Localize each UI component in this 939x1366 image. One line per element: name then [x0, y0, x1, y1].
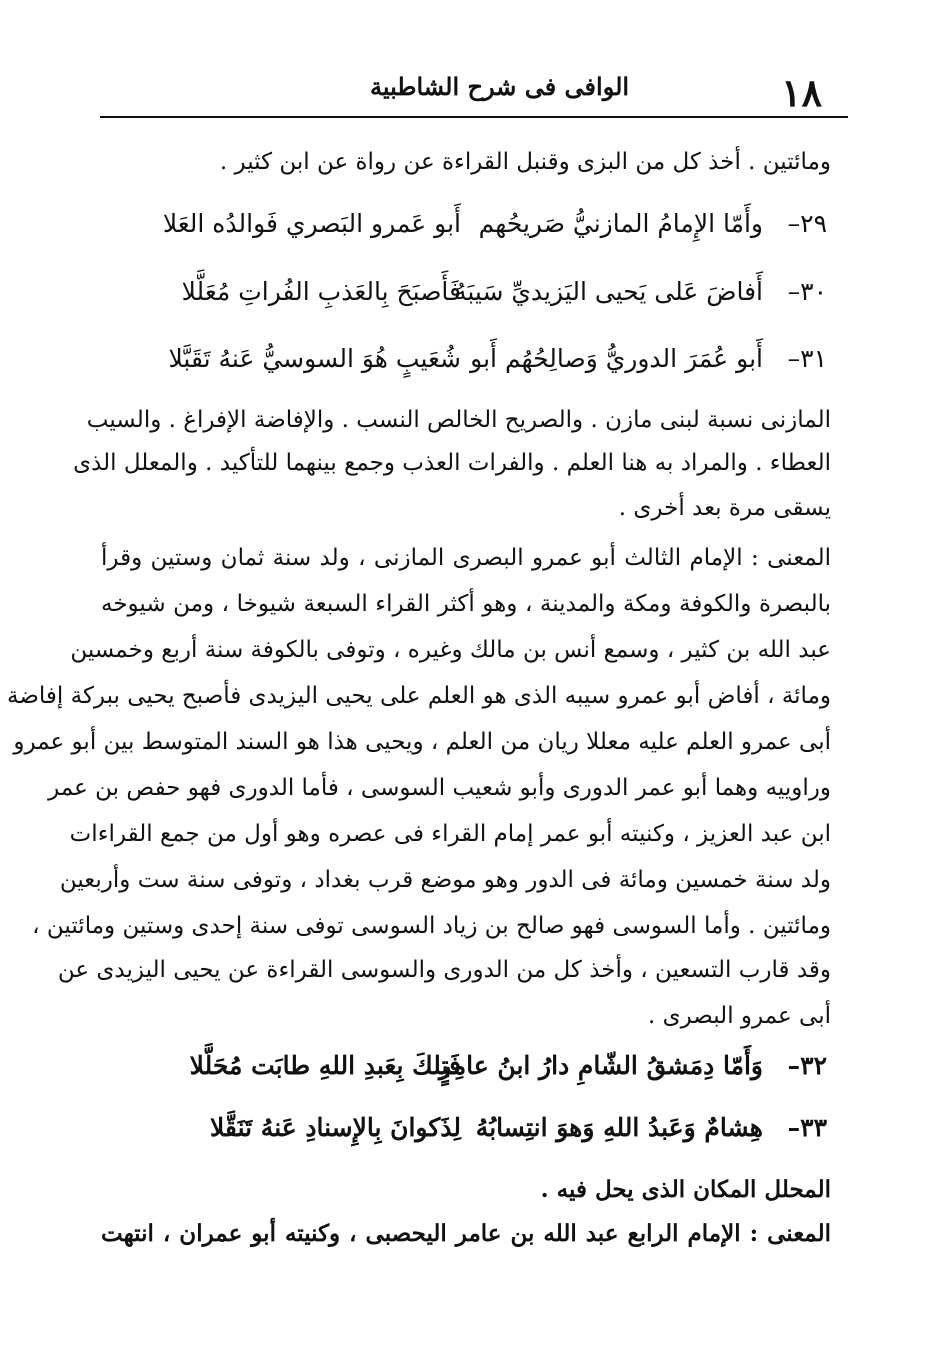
verse-second-hemistich: شُعَيبٍ هُوَ السوسيُّ عَنهُ تَقَبَّلا: [168, 344, 461, 373]
meaning-line: وقد قارب التسعين ، وأخذ كل من الدورى والسوسى القراءة عن يحيى اليزيدى عن: [57, 957, 831, 983]
meaning-line: المعنى : الإمام الثالث أبو عمرو البصرى المازنى ، ولد سنة ثمان وستين وقرأ: [101, 545, 831, 571]
verse-29: [162, 200, 827, 248]
meaning-line: ابن عبد العزيز ، وكنيته أبو عمر إمام القراء فى عصره وهو أول من جمع القراءات: [69, 821, 831, 847]
verse-second-hemistich: لِذَكوانَ بِالإِسنادِ عَنهُ تَنَقَّلا: [210, 1113, 461, 1142]
intro-line: ومائتين . أخذ كل من البزى وقنبل القراءة عن رواة عن ابن كثير .: [219, 149, 831, 175]
meaning-line: ومائة ، أفاض أبو عمرو سيبه الذى هو العلم على يحيى اليزيدى فأصبح يحيى ببركة إفاضة: [7, 683, 831, 709]
verse-number: ٢٩–: [787, 209, 827, 238]
final-line: المعنى : الإمام الرابع عبد الله بن عامر اليحصبى ، وكنيته أبو عمران ، انتهت: [101, 1220, 831, 1247]
verse-number: ٣١–: [787, 344, 827, 373]
glossary-line: المازنى نسبة لبنى مازن . والصريح الخالص النسب . والإفاضة الإفراغ . والسيب: [86, 407, 831, 433]
verse-32: [187, 1042, 827, 1090]
glossary-line: يسقى مرة بعد أخرى .: [618, 495, 831, 521]
meaning-line: ولد سنة خمسين ومائة فى الدور وهو موضع قرب بغداد ، وتوفى سنة ست وأربعين: [59, 867, 831, 893]
verse-first-hemistich: أَفاضَ عَلى يَحيى اليَزيديِّ سَيبَهُ: [453, 277, 763, 306]
meaning-line: عبد الله بن كثير ، وسمع أنس بن مالك وغيره ، وتوفى بالكوفة سنة أربع وخمسين: [70, 637, 831, 663]
meaning-line: ومائتين . وأما السوسى فهو صالح بن زياد السوسى توفى سنة إحدى وستين ومائتين ،: [32, 913, 831, 939]
meaning-line: بالبصرة والكوفة ومكة والمدينة ، وهو أكثر القراء السبعة شيوخا ، ومن شيوخه: [101, 591, 831, 617]
meaning-line: أبى عمرو البصرى .: [647, 1003, 831, 1029]
verse-30: [181, 268, 827, 316]
verse-31: [168, 335, 827, 383]
verse-first-hemistich: أَبو عُمَرَ الدوريُّ وَصالِحُهُم أَبو: [470, 344, 763, 373]
verse-number: ٣٣–: [787, 1113, 827, 1142]
note-line: المحلل المكان الذى يحل فيه .: [540, 1176, 831, 1203]
verse-33: [187, 1104, 827, 1152]
meaning-line: وراوييه وهما أبو عمر الدورى وأبو شعيب السوسى ، فأما الدورى فهو حفص بن عمر: [48, 775, 831, 801]
verse-second-hemistich: فَأَصبَحَ بِالعَذبِ الفُراتِ مُعَلَّلا: [181, 277, 461, 306]
verse-second-hemistich: أَبو عَمرو البَصري فَوالدُه العَلا: [162, 209, 461, 238]
page-number: ١٨: [781, 70, 822, 115]
running-title: الوافى فى شرح الشاطبية: [370, 72, 630, 101]
verse-first-hemistich: وأَمّا الإِمامُ المازنيُّ صَريحُهم: [478, 209, 763, 238]
verse-number: ٣٢–: [787, 1051, 827, 1080]
verse-number: ٣٠–: [787, 277, 827, 306]
page-header: [100, 62, 848, 118]
meaning-line: أبى عمرو العلم عليه معللا ريان من العلم ، ويحيى هذا هو السند المتوسط بين أبو عمرو: [13, 729, 831, 755]
verse-second-hemistich: فَتِلكَ بِعَبدِ اللهِ طابَت مُحَلَّلا: [189, 1051, 461, 1080]
verse-first-hemistich: وَأَمّا دِمَشقُ الشّامِ دارُ ابنُ عامِرٍ: [439, 1051, 763, 1080]
verse-first-hemistich: هِشامٌ وَعَبدُ اللهِ وَهوَ انتِسابُهُ: [475, 1113, 763, 1142]
glossary-line: العطاء . والمراد به هنا العلم . والفرات العذب وجمع بينهما للتأكيد . والمعلل الذى: [73, 450, 831, 476]
